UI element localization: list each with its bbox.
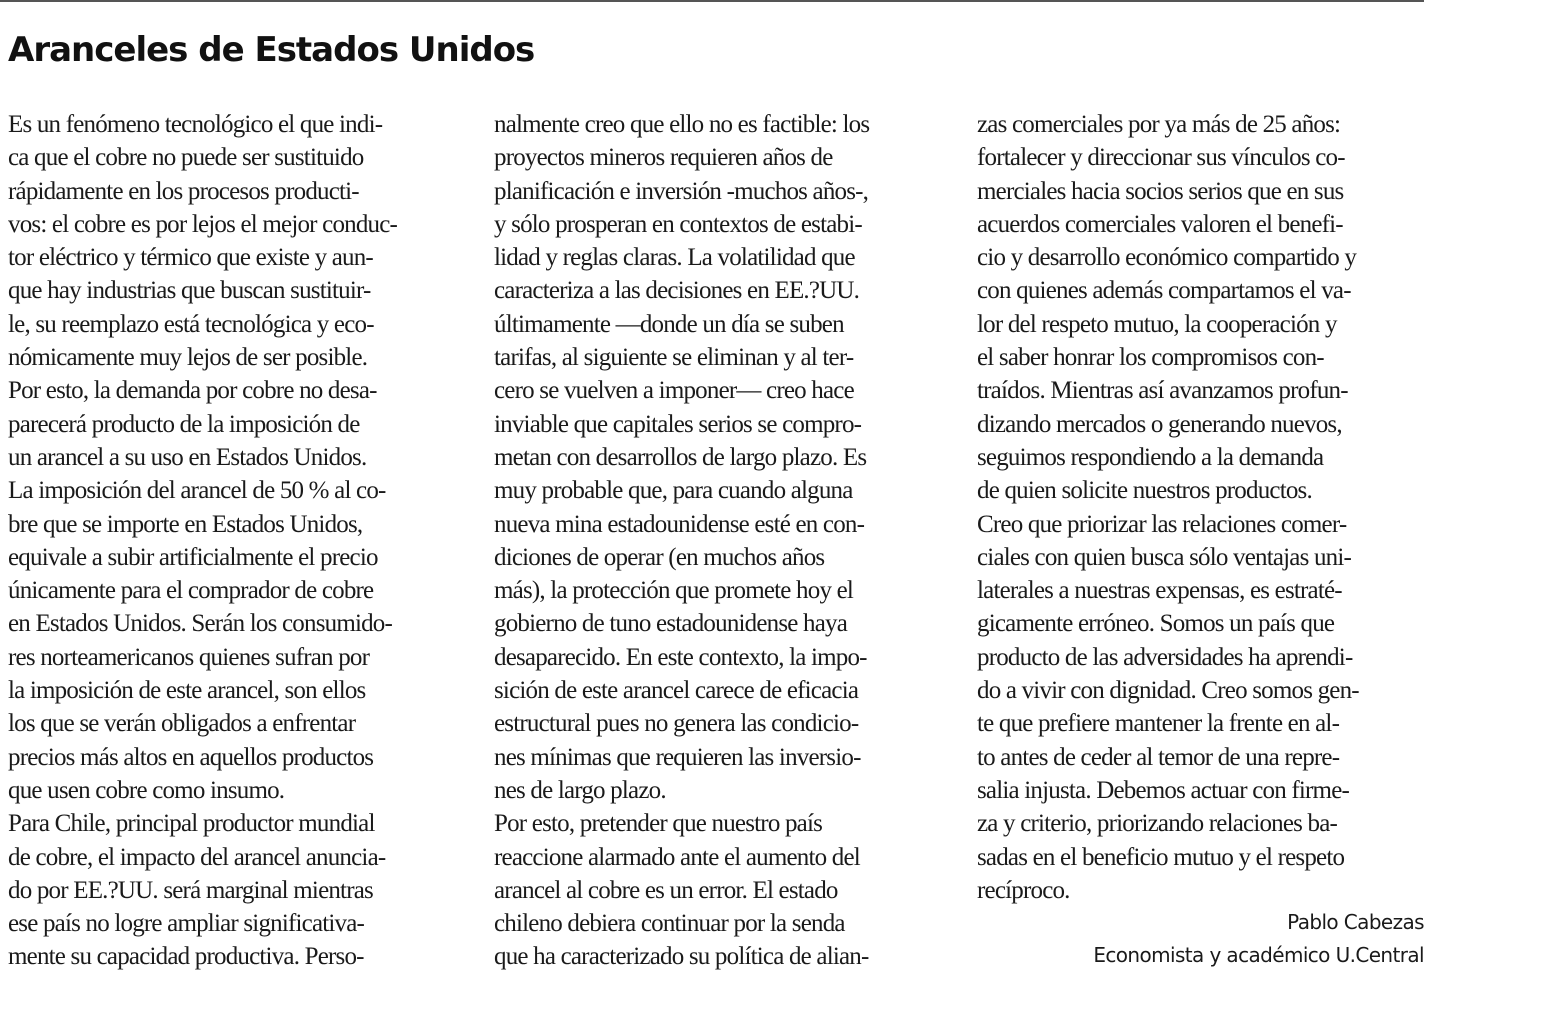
article-text-line: un arancel a su uso en Estados Unidos. [8, 443, 367, 471]
article-text-line: desaparecido. En este contexto, la impo- [494, 643, 867, 671]
article-text-line: do por EE.?UU. será marginal mientras [8, 876, 373, 904]
article-text-line: equivale a subir artificialmente el precio [8, 543, 378, 571]
article-text-line: que usen cobre como insumo. [8, 776, 285, 804]
text-column-1 [8, 108, 468, 974]
article-text-line: últimamente —donde un día se suben [494, 310, 844, 338]
article-text-line: parecerá producto de la imposición de [8, 410, 360, 438]
article-text-line: res norteamericanos quienes sufran por [8, 643, 370, 671]
top-rule [0, 0, 1424, 2]
article-text-line: fortalecer y direccionar sus vínculos co- [977, 144, 1345, 172]
article-text-line: ca que el cobre no puede ser sustituido [8, 144, 364, 172]
article-text-line: proyectos mineros requieren años de [494, 144, 833, 172]
article-text-line: que hay industrias que buscan sustituir- [8, 277, 371, 305]
article-text-line: rápidamente en los procesos producti- [8, 177, 359, 205]
article-text-line: za y criterio, priorizando relaciones ba- [977, 810, 1338, 838]
article-text-line: lidad y reglas claras. La volatilidad que [494, 244, 855, 272]
article-text-line: nes mínimas que requieren las inversio- [494, 743, 861, 771]
text-column-3 [977, 108, 1427, 907]
article-text-line: reaccione alarmado ante el aumento del [494, 843, 860, 871]
article-text-line: te que prefiere mantener la frente en al- [977, 710, 1340, 738]
author-name: Pablo Cabezas [1287, 910, 1424, 934]
article-text-line: to antes de ceder al temor de una repre- [977, 743, 1340, 771]
article-text-line: precios más altos en aquellos productos [8, 743, 374, 771]
article-text-line: Para Chile, principal productor mundial [8, 810, 375, 838]
article-text-line: traídos. Mientras así avanzamos profun- [977, 377, 1348, 405]
article-text-line: Es un fenómeno tecnológico el que indi- [8, 111, 383, 138]
article-text-line: caracteriza a las decisiones en EE.?UU. [494, 277, 860, 305]
article-text-line: gobierno de tuno estadounidense haya [494, 610, 848, 638]
article-text-line: los que se verán obligados a enfrentar [8, 710, 356, 738]
article-text-line: cio y desarrollo económico compartido y [977, 244, 1357, 272]
article-text-line: inviable que capitales serios se compro- [494, 410, 862, 438]
article-text-line: planificación e inversión -muchos años-, [494, 177, 869, 205]
article-text-line: lor del respeto mutuo, la cooperación y [977, 310, 1337, 338]
article-text-line: nueva mina estadounidense esté en con- [494, 510, 865, 538]
article-text-line: sición de este arancel carece de eficacia [494, 677, 859, 705]
article-text-line: Creo que priorizar las relaciones comer- [977, 510, 1347, 538]
article-text-line: laterales a nuestras expensas, es estraté- [977, 577, 1342, 605]
article-text-line: acuerdos comerciales valoren el benefi- [977, 210, 1343, 238]
author-role: Economista y académico U.Central [1093, 943, 1424, 967]
article-text-line: tor eléctrico y térmico que existe y aun- [8, 244, 373, 272]
text-column-2 [494, 108, 954, 974]
article-text-line: seguimos respondiendo a la demanda [977, 443, 1324, 471]
article-text-line: producto de las adversidades ha aprendi- [977, 643, 1353, 671]
article-text-line: vos: el cobre es por lejos el mejor conduc- [8, 210, 398, 238]
article-text-line: nómicamente muy lejos de ser posible. [8, 344, 368, 372]
article-text-line: gicamente erróneo. Somos un país que [977, 610, 1335, 638]
article-text-line: de cobre, el impacto del arancel anuncia- [8, 843, 386, 871]
article-text-line: ese país no logre ampliar significativa- [8, 910, 365, 938]
article-text-line: do a vivir con dignidad. Creo somos gen- [977, 677, 1359, 705]
article-text-line: y sólo prosperan en contextos de estabi- [494, 210, 862, 238]
article-text-line: la imposición de este arancel, son ellos [8, 677, 366, 705]
article-text-line: recíproco. [977, 876, 1070, 904]
article-text-line: tarifas, al siguiente se eliminan y al ter- [494, 344, 854, 372]
article-text-line: chileno debiera continuar por la senda [494, 910, 845, 938]
article-text-line: nes de largo plazo. [494, 776, 666, 804]
article-text-line: Por esto, pretender que nuestro país [494, 810, 823, 838]
article-text-line: en Estados Unidos. Serán los consumido- [8, 610, 393, 638]
article-text-line: nalmente creo que ello no es factible: los [494, 111, 870, 138]
article-text-line: salia injusta. Debemos actuar con firme- [977, 776, 1350, 804]
article-text-line: únicamente para el comprador de cobre [8, 577, 374, 605]
article-text-line: zas comerciales por ya más de 25 años: [977, 111, 1341, 138]
article-text-line: Por esto, la demanda por cobre no desa- [8, 377, 377, 405]
article-text-line: mente su capacidad productiva. Perso- [8, 943, 364, 971]
article-text-line: que ha caracterizado su política de alian- [494, 943, 869, 971]
article-text-line: metan con desarrollos de largo plazo. Es [494, 443, 867, 471]
article-text-line: ciales con quien busca sólo ventajas uni- [977, 543, 1352, 571]
headline: Aranceles de Estados Unidos [8, 30, 535, 70]
article-text-line: muy probable que, para cuando alguna [494, 477, 853, 505]
article-text-line: sadas en el beneficio mutuo y el respeto [977, 843, 1345, 871]
article-text-line: diciones de operar (en muchos años [494, 543, 825, 571]
article-text-line: La imposición del arancel de 50 % al co- [8, 477, 386, 505]
article-text-line: estructural pues no genera las condicio- [494, 710, 859, 738]
article-text-line: le, su reemplazo está tecnológica y eco- [8, 310, 374, 338]
article-text-line: cero se vuelven a imponer— creo hace [494, 377, 854, 405]
article-text-line: arancel al cobre es un error. El estado [494, 876, 838, 904]
article-text-line: merciales hacia socios serios que en sus [977, 177, 1344, 205]
article-text-line: dizando mercados o generando nuevos, [977, 410, 1342, 438]
article-text-line: el saber honrar los compromisos con- [977, 344, 1324, 372]
article-text-line: más), la protección que promete hoy el [494, 577, 854, 605]
article-text-line: bre que se importe en Estados Unidos, [8, 510, 363, 538]
article-text-line: con quienes además compartamos el va- [977, 277, 1351, 305]
article-text-line: de quien solicite nuestros productos. [977, 477, 1312, 505]
